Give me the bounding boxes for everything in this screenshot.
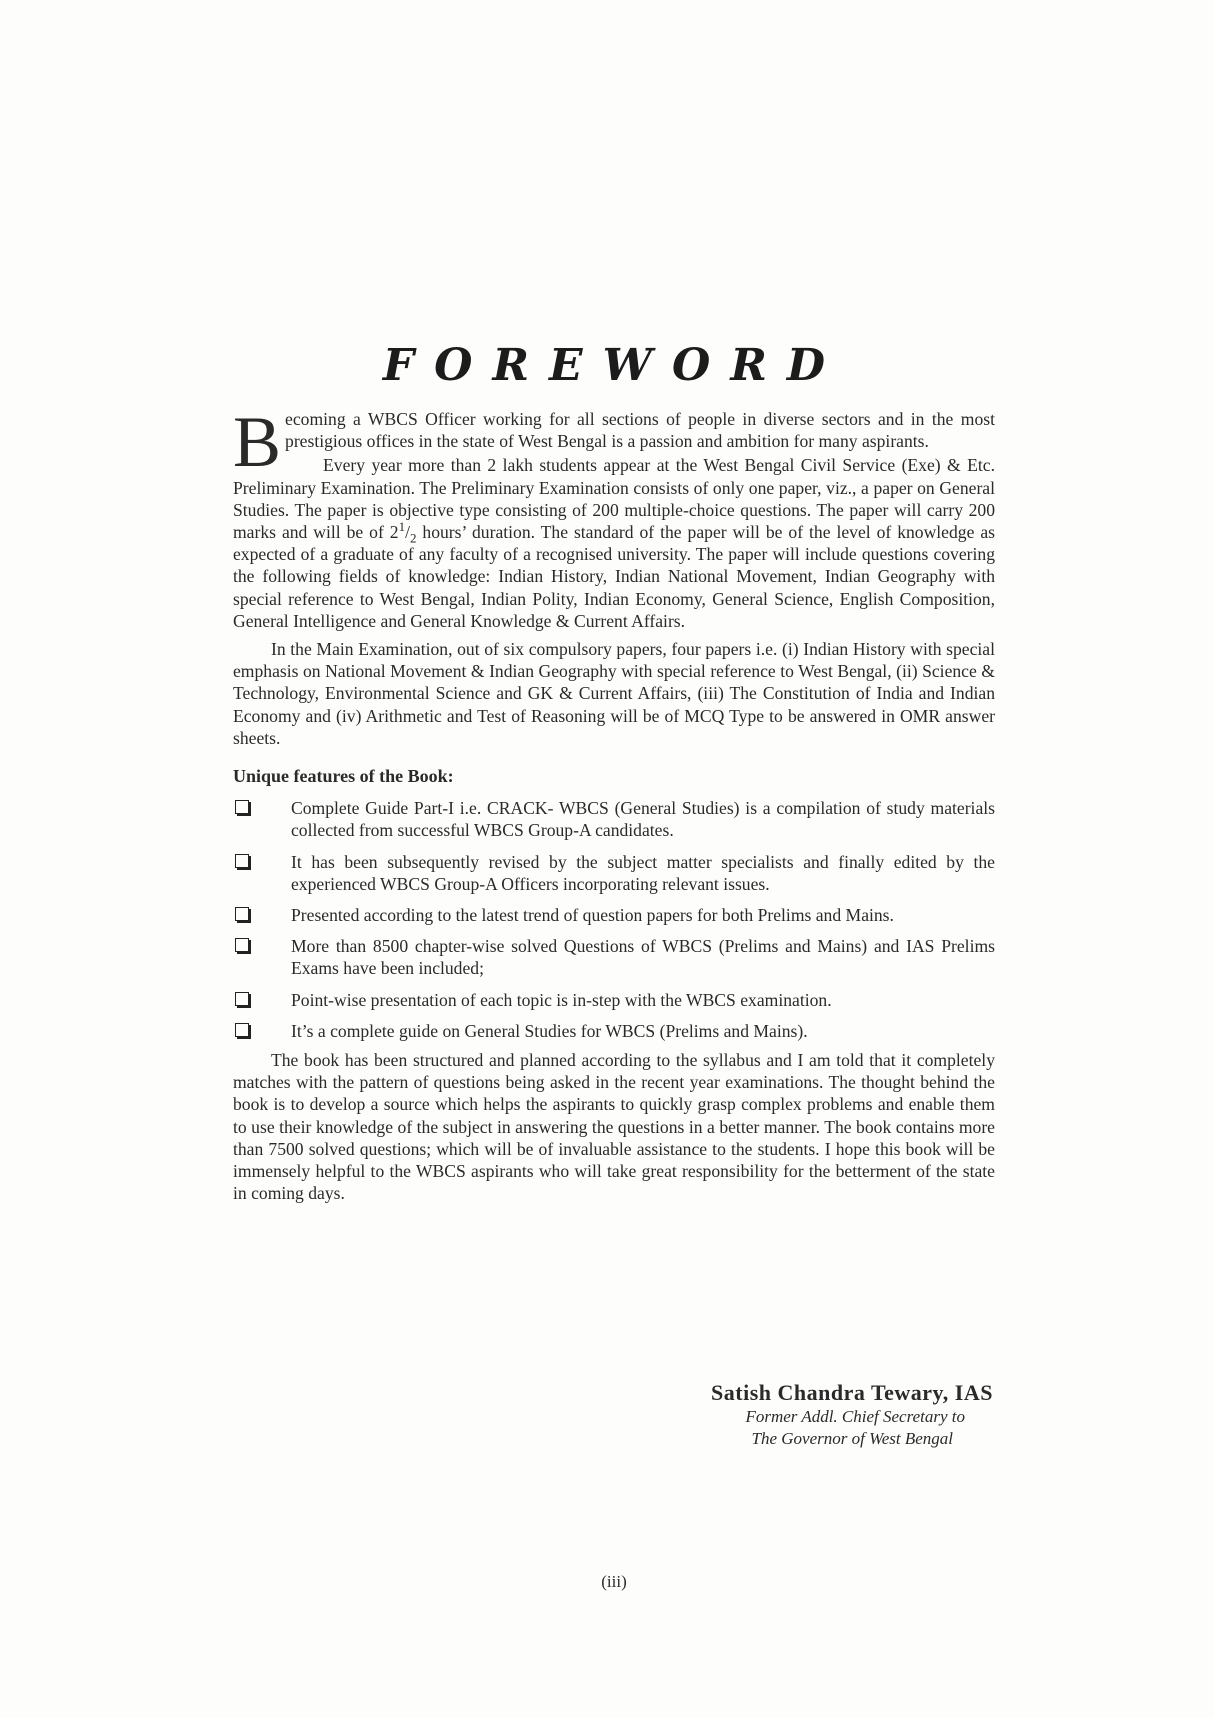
features-heading: Unique features of the Book: [233,766,454,787]
signatory-title-2: The Governor of West Bengal [751,1429,953,1448]
paragraph-1 [233,402,995,482]
drop-cap: B [233,402,282,482]
list-item [233,851,995,895]
feature-text: It’s a complete guide on General Studies for WBCS (Prelims and Mains). [291,1020,808,1041]
paragraph-3: In the Main Examination, out of six compulsory papers, four papers i.e. (i) Indian History with special emphasis on National Movement & Indian Geography with special reference to West Bengal, (ii) Science & Technology, Environmental Science and GK & Current Affairs, (iii) The Constitution of India and Indian Economy and (iv) Arithmetic and Test of Reasoning will be of MCQ Type to be answered in OMR answer sheets. [233,639,995,748]
fraction-denominator: 2 [409,530,417,546]
signatory-name: Satish Chandra Tewary, IAS [711,1380,993,1405]
checkbox-bullet-icon [235,907,249,921]
list-item [233,797,995,841]
fraction-slash: / [405,522,410,543]
features-list [233,797,995,1042]
checkbox-bullet-icon [235,1023,249,1037]
checkbox-bullet-icon [235,938,249,952]
page-number: (iii) [601,1572,627,1591]
checkbox-bullet-icon [235,854,249,868]
page-title: FOREWORD [382,340,846,391]
paragraph-2-text-b: hours’ duration. The standard of the paper will be of the level of knowledge as expected of a graduate of any faculty of a recognised university. The paper will include questions covering the following fields of knowledge: Indian History, Indian National Movement, Indian Geography with special reference to West Bengal, Indian Polity, Indian Economy, General Science, English Composition, General Intelligence and General Knowledge & Current Affairs. [233,522,995,631]
checkbox-bullet-icon [235,800,249,814]
list-item [233,935,995,979]
paragraph-2-text-a: Every year more than 2 lakh students appear at the West Bengal Civil Service (Exe) & Etc. Preliminary Examination. The Preliminary Examination consists of only one paper, viz., a paper on General Studies. The paper is objective type consisting of 200 multiple-choice questions. The paper will carry 200 marks and will be of 2 [233,455,995,543]
fraction-numerator: 1 [398,519,406,535]
feature-text: Presented according to the latest trend of question papers for both Prelims and Mains. [291,905,894,926]
checkbox-bullet-icon [235,992,249,1006]
paragraph-1-text: ecoming a WBCS Officer working for all sections of people in diverse sectors and in the most prestigious offices in the state of West Bengal is a passion and ambition for many aspirants. [285,409,995,452]
list-item [233,904,995,926]
document-page [233,0,995,1718]
feature-text: It has been subsequently revised by the subject matter specialists and finally edited by the experienced WBCS Group-A Officers incorporating relevant issues. [291,851,995,894]
feature-text: More than 8500 chapter-wise solved Questions of WBCS (Prelims and Mains) and IAS Prelims Exams have been included; [291,936,995,979]
closing-paragraph: The book has been structured and planned according to the syllabus and I am told that it completely matches with the pattern of questions being asked in the recent year examinations. The thought behind the book is to develop a source which helps the aspirants to quickly grasp complex problems and enable them to use their knowledge of the subject in answering the questions in a better manner. The book contains more than 7500 solved questions; which will be of invaluable assistance to the students. I hope this book will be immensely helpful to the WBCS aspirants who will take great responsibility for the betterment of the state in coming days. [233,1050,995,1204]
paragraph-2 [233,454,995,632]
list-item [233,989,995,1011]
signature-block [233,1380,995,1450]
list-item [233,1020,995,1042]
signatory-title-1: Former Addl. Chief Secretary to [745,1407,965,1426]
foreword-body [233,402,995,1205]
feature-text: Point-wise presentation of each topic is in-step with the WBCS examination. [291,989,832,1010]
feature-text: Complete Guide Part-I i.e. CRACK- WBCS (General Studies) is a compilation of study materials collected from successful WBCS Group-A candidates. [291,798,995,841]
